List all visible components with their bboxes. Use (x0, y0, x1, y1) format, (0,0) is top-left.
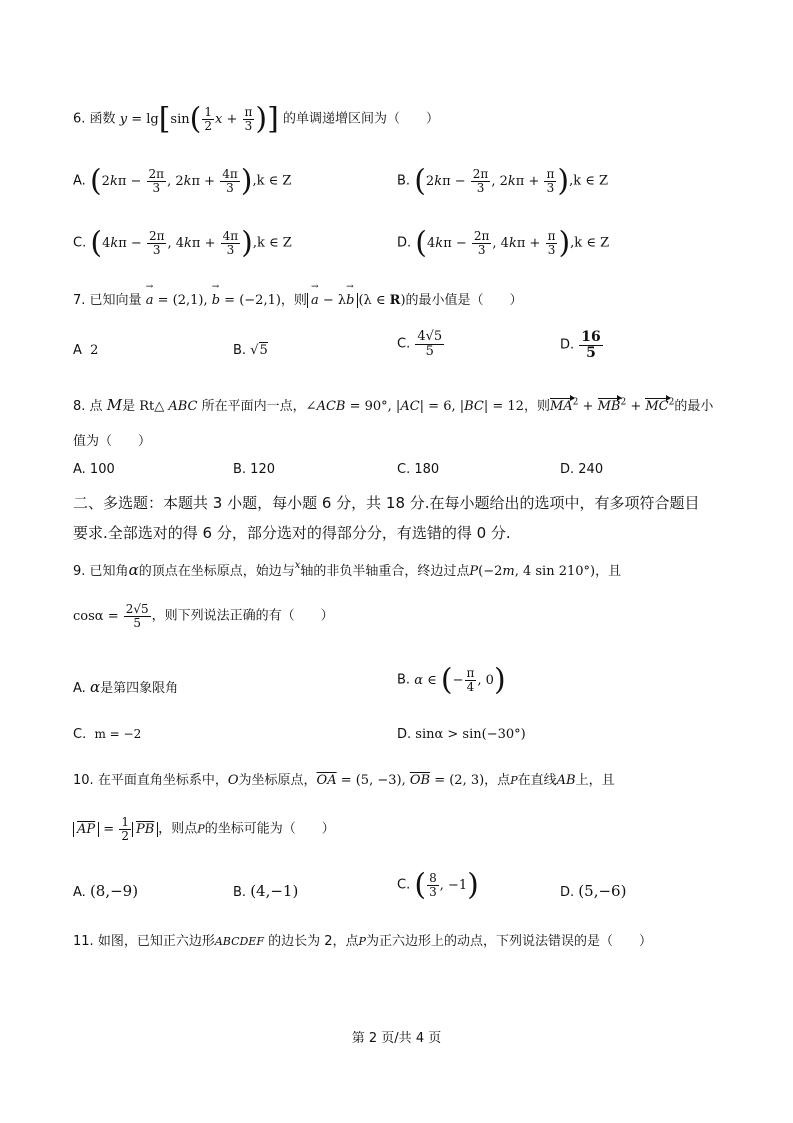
q8-expression: $MA^2 + MB^2 + MC^2$ (549, 397, 675, 414)
q7-vectors: → a = (2,1), → b = (−2,1) (146, 293, 281, 308)
q7-option-d[interactable] (560, 330, 604, 360)
q10-option-a-value: (8,−9) (89, 882, 139, 900)
q8-option-b[interactable]: B. 120 (233, 462, 275, 477)
q8-option-d[interactable]: D. 240 (560, 462, 604, 477)
q10-number: 10. (73, 773, 94, 788)
q9-line1d: ，且 (595, 564, 622, 579)
q9-option-b-formula: α ∈ (− $\frac{\pi}{4}$ , 0) (414, 662, 506, 697)
q9-option-a-text: 是第四象限角 (100, 681, 179, 696)
q9-number: 9. (73, 564, 86, 579)
question-10-stem (73, 769, 615, 788)
q10-option-c[interactable] (397, 867, 479, 902)
q7-option-d-value: $\frac{16}{5}$ (581, 329, 601, 361)
q6-option-b-label: B. (397, 173, 411, 189)
q9-option-b[interactable] (397, 662, 506, 697)
q6-option-d-label: D. (397, 235, 412, 251)
q7-option-d-label: D. (560, 337, 575, 353)
q7-number: 7. (73, 293, 86, 308)
q10-line1c: ，点 (484, 773, 511, 788)
question-6-stem (73, 101, 439, 136)
q8-mid1: 是 (122, 399, 136, 414)
q10-option-b-value: (4,−1) (250, 882, 299, 900)
q6-formula: y = lg[sin( $\frac{1}{2}$ x + $\frac{\pi}{3}$ )] (119, 101, 279, 136)
q10-option-d-label: D. (560, 885, 575, 900)
section-2-heading-line1: 二、多选题：本题共 3 小题，每小题 6 分，共 18 分.在每小题给出的选项中，有多项符合题目 (73, 494, 700, 512)
q6-suffix: 的单调递增区间为（ ） (282, 111, 439, 127)
q10-option-b[interactable] (233, 882, 298, 900)
question-9-stem (73, 560, 621, 579)
q9-option-c-label: C. (73, 727, 87, 742)
q8-triangle: Rt△ ABC (139, 399, 198, 414)
q11-text-a: 如图，已知正六边形 (97, 934, 215, 949)
q6-option-a-formula: (2kπ − $\frac{2\pi}{3}$ , 2kπ + $\frac{4\pi}{3}$ ) (89, 163, 253, 198)
q9-line1a: 已知角 (89, 564, 129, 579)
q6-option-a-tail: ,k ∈ Z (252, 173, 292, 189)
q10-line1d: 在直线 (517, 773, 557, 788)
q10-option-c-label: C. (397, 877, 411, 893)
q8-point-m: M (106, 396, 123, 414)
q10-o: O (227, 773, 239, 788)
q9-option-d-label: D. (397, 727, 412, 742)
q6-option-b-tail: ,k ∈ Z (569, 173, 609, 189)
q11-text-c: 为正六边形上的动点，下列说法错误的是（ ） (365, 934, 652, 949)
q7-option-b[interactable] (233, 343, 268, 358)
q8-mid2: 所在平面内一点， (201, 399, 306, 414)
q7-expression: → a − λ→ b (λ ∈ R) (307, 293, 406, 308)
q7-option-b-label: B. (233, 343, 247, 358)
q8-suffix: 的最小 (674, 399, 714, 414)
q6-option-a-label: A. (73, 173, 86, 189)
q10-p2: P (197, 822, 205, 836)
q6-option-c[interactable] (73, 225, 292, 260)
q9-cos-condition: cosα = $\frac{2√5}{5}$ (73, 602, 149, 630)
q7-suffix: 的最小值是（ ） (405, 293, 523, 308)
q9-option-b-label: B. (397, 672, 411, 688)
q9-line2 (73, 603, 334, 629)
page-footer: 第 2 页/共 4 页 (351, 1031, 442, 1046)
q8-conditions: ∠ACB = 90°, |AC| = 6, |BC| = 12 (305, 399, 524, 414)
q9-option-d[interactable] (397, 727, 526, 742)
q9-point: P(−2m, 4 sin 210°) (469, 564, 596, 579)
q8-option-c[interactable]: C. 180 (397, 462, 440, 477)
q8-option-a[interactable]: A. 100 (73, 462, 115, 477)
q10-option-d-value: (5,−6) (578, 882, 627, 900)
q9-line1c: 轴的非负半轴重合，终边过点 (300, 564, 470, 579)
q7-option-a-value: 2 (90, 343, 99, 358)
q6-option-d-formula: (4kπ − $\frac{2\pi}{3}$ , 4kπ + $\frac{\pi}{3}$ ) (415, 225, 571, 260)
q9-line1b: 的顶点在坐标原点，始边与 (138, 564, 295, 579)
q9-option-a[interactable] (73, 677, 178, 696)
q9-option-c-text: m = −2 (94, 727, 142, 741)
q9-option-a-alpha: α (89, 678, 101, 696)
q10-option-b-label: B. (233, 885, 247, 900)
q8-mid3: ，则 (523, 399, 550, 414)
q11-p: P (358, 935, 366, 948)
q7-prefix: 已知向量 (89, 293, 142, 308)
q10-line1e: 上，且 (575, 773, 615, 788)
q7-option-c[interactable] (397, 330, 445, 358)
q6-option-c-formula: (4kπ − $\frac{2\pi}{3}$ , 4kπ + $\frac{4\pi}{3}$ ) (90, 225, 253, 260)
q7-option-a-label: A (73, 343, 82, 358)
q7-middle: ，则 (280, 293, 307, 308)
q8-prefix: 点 (89, 399, 103, 414)
q8-line2: 值为（ ） (73, 434, 152, 449)
q6-option-c-tail: ,k ∈ Z (252, 235, 292, 251)
question-7-stem (73, 289, 523, 308)
q6-option-d-tail: ,k ∈ Z (570, 235, 610, 251)
q9-alpha: α (128, 561, 139, 579)
q6-option-c-label: C. (73, 235, 87, 251)
q10-ab: AB (556, 773, 576, 788)
question-8-stem (73, 395, 713, 414)
q10-condition: $\overline{AP}$ = $\frac{1}{2}$ $\overline{PB}$ (73, 822, 158, 837)
q6-option-d[interactable] (397, 225, 610, 260)
q10-option-a-label: A. (73, 885, 86, 900)
q7-option-c-value: $\frac{4√5}{5}$ (417, 329, 443, 359)
q9-x: x (294, 560, 301, 571)
q11-text-b: 的边长为 2，点 (268, 934, 359, 949)
q10-option-d[interactable] (560, 882, 626, 900)
q11-hexagon-name: ABCDEF (214, 935, 264, 948)
q10-line2b: ，则点 (158, 821, 198, 837)
q10-line1a: 在平面直角坐标系中， (97, 773, 228, 788)
q7-option-c-label: C. (397, 336, 411, 352)
q6-number: 6. (73, 111, 86, 127)
q7-option-b-value: √5 (250, 343, 268, 358)
q9-option-c[interactable] (73, 727, 141, 742)
q10-line2 (73, 816, 335, 842)
q7-option-a[interactable] (73, 343, 98, 358)
q10-line2c: 的坐标可能为（ ） (204, 821, 335, 837)
q9-line2b: ，则下列说法正确的有（ ） (151, 608, 334, 624)
q10-option-a[interactable] (73, 882, 138, 900)
question-11-stem (73, 930, 652, 949)
q10-p: P (510, 774, 518, 787)
q10-vectors: $\overline{OA} = (5$, −3), $\overline{OB} = (2$, 3) (316, 773, 485, 788)
q10-option-c-formula: ( $\frac{8}{3}$ , −1) (414, 867, 479, 902)
q6-option-b[interactable] (397, 163, 609, 198)
q10-line1b: 为坐标原点， (238, 773, 317, 788)
q6-option-a[interactable] (73, 163, 292, 198)
section-2-heading-line2: 要求.全部选对的得 6 分，部分选对的得部分分，有选错的得 0 分. (73, 524, 511, 542)
q9-option-d-formula: sinα > sin(−30°) (415, 727, 526, 742)
q8-number: 8. (73, 399, 86, 414)
q6-prefix: 函数 (89, 111, 116, 127)
q6-option-b-formula: (2kπ − $\frac{2\pi}{3}$ , 2kπ + $\frac{\pi}{3}$ ) (414, 163, 570, 198)
q11-number: 11. (73, 934, 94, 949)
q9-option-a-label: A. (73, 681, 86, 696)
